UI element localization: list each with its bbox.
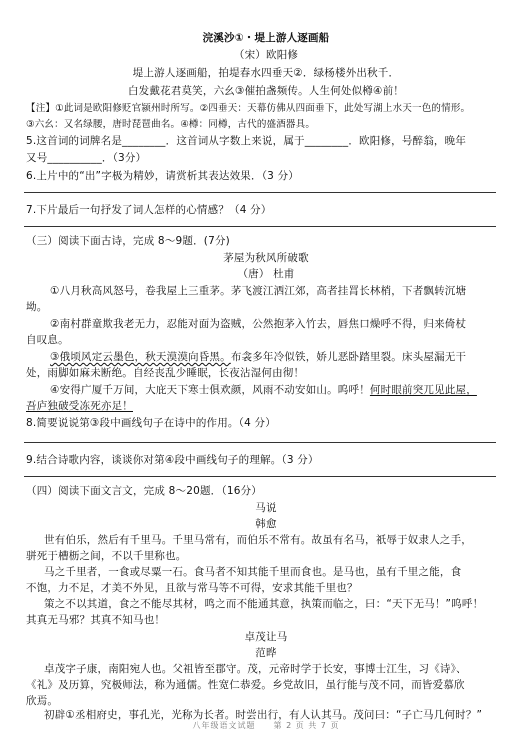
poem1-title: 浣溪沙①・堤上游人逐画船 [202, 32, 330, 44]
poem1-line1: 堤上游人逐画船，拍堤春水四垂天②．绿杨楼外出秋千． [132, 67, 400, 79]
text1-p2-line1: 马之千里者，一食或尽粟一石。食马者不知其能千里而食也。是马也，虽有千里之能，食 [44, 566, 462, 578]
text1-title: 马说 [255, 502, 277, 514]
poem2-p4-start: ④安得广厦千万间，大庇天下寒士俱欢颜，风雨不动安如山。呜呼！ [50, 384, 370, 396]
question-7: 7.下片最后一句抒发了词人怎样的心情感？（4 分） [26, 204, 272, 216]
section-3-poem-author: （唐） 杜甫 [237, 268, 295, 280]
poem2-p2-line1: ②南村群童欺我老无力，忍能对面为盗贼，公然抱茅入竹去，唇焦口燥呼不得，归来倚杖 [50, 318, 467, 330]
poem2-p3-line2: 处，雨脚如麻未断绝。自经丧乱少睡眠，长夜沾湿何由彻！ [26, 367, 305, 379]
question-9: 9.结合诗歌内容，谈谈你对第④段中画线句子的理解。（3 分） [26, 454, 319, 466]
text1-p1-line1: 世有伯乐，然后有千里马。千里马常有，而伯乐不常有。故虽有名马，祇辱于奴隶人之手， [44, 534, 472, 546]
page-footer: 八年级语文试题 第 2 页 共 7 页 [192, 721, 340, 730]
text2-p1-line3: 欣焉。 [26, 695, 59, 707]
question-5-line2: 又号__________．（3分） [26, 152, 147, 164]
question-5-line1: 5.这首词的词牌名是________．这首词从字数上来说，属于________．欧阳修，号醉翁，晚年 [26, 135, 467, 147]
text1-p1-line2: 骈死于槽枥之间，不以千里称也。 [26, 550, 187, 562]
text1-p2-line2: 不饱，力不足，才美不外见，且欲与常马等不可得，安求其能千里也？ [26, 582, 358, 594]
poem2-p3-rest: 布衾多年冷似铁，娇儿恶卧踏里裂。床头屋漏无干 [230, 351, 467, 363]
poem1-note1: 【注】①此词是欧阳修贬官颍州时所写。②四垂天：天幕仿佛从四面垂下，此处写湖上水天一色的情形。 [26, 103, 471, 114]
answer-line-q8 [24, 442, 496, 443]
poem2-p4-line1 [50, 383, 477, 397]
section-3-poem-title: 茅屋为秋风所破歌 [223, 252, 309, 264]
text2-p1-line1: 卓茂字子康，南阳宛人也。父祖皆至郡守。茂，元帝时学于长安，事博士江生，习《诗》、 [44, 663, 467, 675]
poem2-p4-line2 [26, 399, 133, 413]
section-4-heading: （四）阅读下面文言文，完成 8～20题．（16分） [26, 485, 262, 497]
poem2-p1-line2: 坳。 [26, 301, 48, 313]
poem2-p3-underlined: ③俄顷风定云墨色，秋天漠漠向昏黑。 [50, 351, 231, 363]
answer-line-q7 [24, 226, 496, 227]
poem2-p1-line1: ①八月秋高风怒号，卷我屋上三重茅。茅飞渡江洒江郊，高者挂罥长林梢，下者飘转沉塘 [50, 285, 467, 297]
poem2-p4-underlined-b: 吾庐独破受冻死亦足！ [26, 400, 133, 412]
text1-author: 韩愈 [255, 518, 277, 530]
poem1-line2: 白发戴花君莫笑，六幺③催拍盏频传。人生何处似樽④前！ [127, 85, 405, 97]
text2-p1-line2: 《礼》及历算，究极师法，称为通儒。性宽仁恭爱。乡党故旧，虽行能与茂不同，而皆爱慕欣 [26, 679, 465, 691]
question-8: 8.简要说说第③段中画线句子在诗中的作用。（4 分） [26, 417, 276, 429]
text1-p3-line2: 其真无马邪？其真不知马也！ [26, 614, 166, 626]
question-6: 6.上片中的“出”字极为精妙，请赏析其表达效果．（3 分） [26, 170, 299, 182]
poem2-p3-line1 [50, 350, 466, 364]
answer-line-q9 [24, 476, 496, 477]
text2-author: 范晔 [255, 647, 277, 659]
text2-title: 卓茂让马 [244, 631, 288, 643]
answer-line-q6 [24, 192, 496, 193]
text2-p2-line1: 初辟①丞相府史，事孔光，光称为长者。时尝出行，有人认其马。茂问曰：“子亡马几何时？” [44, 709, 483, 721]
poem2-p2-line2: 自叹息。 [26, 334, 69, 346]
section-3-heading: （三）阅读下面古诗，完成 8～9题．(7分) [26, 235, 230, 247]
text1-p3-line1: 策之不以其道，食之不能尽其材，鸣之而不能通其意，执策而临之，曰：“天下无马！”呜呼！ [44, 598, 484, 610]
poem2-p4-underlined-a: 何时眼前突兀见此屋， [369, 384, 477, 396]
poem1-note2: ③六幺：又名绿腰，唐时琵琶曲名。④樽：同樽，古代的盛酒器具。 [26, 119, 316, 130]
poem1-author: （宋）欧阳修 [233, 49, 299, 61]
